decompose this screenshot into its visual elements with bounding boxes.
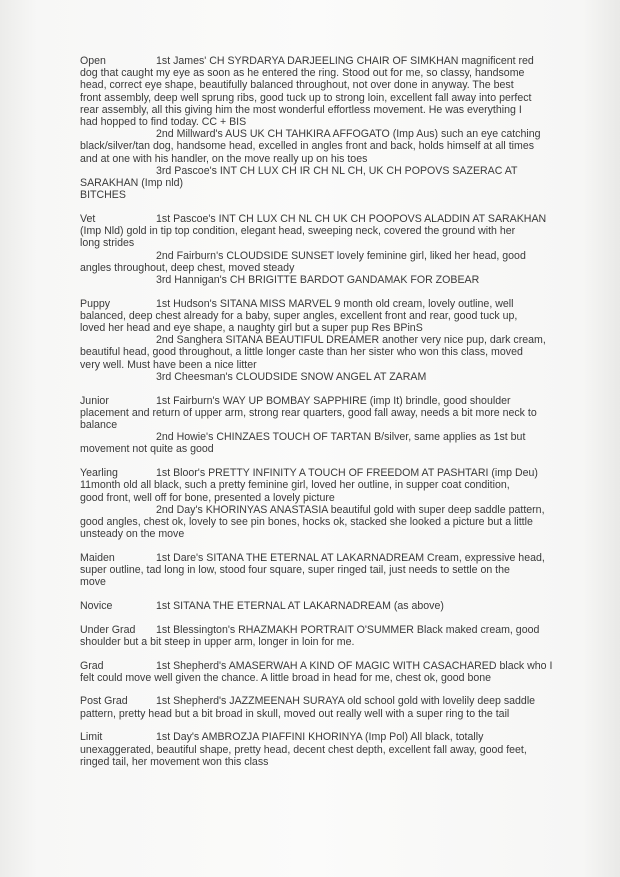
line-text: front assembly, deep well sprung ribs, good tuck up to strong loin, excellent fall away into perfect (80, 91, 532, 104)
line-text: ringed tail, her movement won this class (80, 755, 269, 768)
class-name: Limit (80, 731, 103, 744)
critique-text (80, 55, 610, 779)
text-line (80, 237, 610, 249)
line-text: pattern, pretty head but a bit broad in skull, moved out really well with a super ring to the tail (80, 707, 510, 720)
line-text: unsteady on the move (80, 528, 185, 541)
text-line (80, 443, 610, 455)
text-line (80, 564, 610, 576)
text-line (80, 624, 610, 636)
text-line (80, 636, 610, 648)
text-line (80, 695, 610, 707)
line-text: long strides (80, 237, 135, 250)
text-line (80, 371, 610, 383)
class-entry (80, 467, 610, 540)
line-text: 1st Day's AMBROZJA PIAFFINI KHORINYA (Imp Pol) All black, totally (156, 731, 484, 744)
text-line (80, 467, 610, 479)
text-line (80, 274, 610, 286)
class-name: Grad (80, 659, 104, 672)
line-text: 1st Shepherd's JAZZMEENAH SURAYA old school gold with lovelily deep saddle (156, 695, 536, 708)
line-text: 1st James' CH SYRDARYA DARJEELING CHAIR OF SIMKHAN magnificent red (156, 55, 534, 67)
text-line (80, 552, 610, 564)
line-text: placement and return of upper arm, strong rear quarters, good fall away, needs a bit more neck to (80, 406, 537, 419)
line-text: 2nd Howie's CHINZAES TOUCH OF TARTAN B/silver, same applies as 1st but (156, 431, 526, 444)
line-text: angles throughout, deep chest, moved steady (80, 261, 295, 274)
text-line (80, 492, 610, 504)
line-text: super outline, tad long in low, stood four square, super ringed tail, just needs to settle on the (80, 564, 510, 577)
line-text: good front, well off for bone, presented a lovely picture (80, 491, 335, 504)
line-text: 1st Fairburn's WAY UP BOMBAY SAPPHIRE (imp It) brindle, good shoulder (156, 394, 511, 407)
class-name: Open (80, 55, 106, 67)
line-text: 1st Dare's SITANA THE ETERNAL AT LAKARNADREAM Cream, expressive head, (156, 551, 545, 564)
class-name: Maiden (80, 551, 115, 564)
line-text: balance (80, 418, 118, 431)
class-entry (80, 600, 610, 612)
text-line (80, 528, 610, 540)
text-line (80, 731, 610, 743)
line-text: head, correct eye shape, beautifully balanced throughout, not over done in anyway. The best (80, 79, 514, 92)
class-entry (80, 213, 610, 286)
line-text: black/silver/tan dog, handsome head, excelled in angles front and back, holds himself at all times (80, 140, 535, 153)
text-line (80, 213, 610, 225)
text-line (80, 310, 610, 322)
text-line (80, 104, 610, 116)
text-line (80, 55, 610, 67)
class-entry (80, 552, 610, 589)
text-line (80, 262, 610, 274)
line-text: 2nd Sanghera SITANA BEAUTIFUL DREAMER another very nice pup, dark cream, (156, 334, 546, 347)
text-line (80, 67, 610, 79)
class-entry (80, 55, 610, 201)
class-name: Vet (80, 212, 96, 225)
class-entry (80, 298, 610, 383)
class-name: Yearling (80, 467, 118, 480)
line-text: beautiful head, good throughout, a little longer caste than her sister who won this class, moved (80, 346, 523, 359)
line-text: had hopped to find today. CC + BIS (80, 116, 247, 129)
line-text: dog that caught my eye as soon as he entered the ring. Stood out for me, so classy, handsome (80, 67, 525, 80)
text-line (80, 756, 610, 768)
text-line (80, 334, 610, 346)
line-text: balanced, deep chest already for a baby, super angles, excellent front and rear, good tuck up, (80, 309, 518, 322)
line-text: 1st Shepherd's AMASERWAH A KIND OF MAGIC WITH CASACHARED black who I (156, 659, 553, 672)
line-text: 1st Hudson's SITANA MISS MARVEL 9 month old cream, lovely outline, well (156, 297, 514, 310)
class-name: Novice (80, 599, 113, 612)
text-line (80, 479, 610, 491)
text-line (80, 395, 610, 407)
text-line (80, 419, 610, 431)
line-text: SARAKHAN (Imp nld) (80, 177, 184, 190)
text-line (80, 708, 610, 720)
line-text: BITCHES (80, 189, 126, 202)
class-entry (80, 624, 610, 648)
class-name: Post Grad (80, 695, 128, 708)
text-line (80, 298, 610, 310)
text-line (80, 576, 610, 588)
text-line (80, 600, 610, 612)
text-line (80, 431, 610, 443)
text-line (80, 177, 610, 189)
line-text: 2nd Millward's AUS UK CH TAHKIRA AFFOGATO (Imp Aus) such an eye catching (156, 128, 541, 141)
text-line (80, 225, 610, 237)
line-text: movement not quite as good (80, 443, 214, 456)
line-text: rear assembly, all this giving him the most wonderful effortless movement. He was everything I (80, 103, 522, 116)
line-text: 11month old all black, such a pretty feminine girl, loved her outline, in supper coat condition, (80, 479, 510, 492)
class-entry (80, 731, 610, 768)
text-line (80, 660, 610, 672)
text-line (80, 165, 610, 177)
class-name: Junior (80, 394, 109, 407)
text-line (80, 346, 610, 358)
line-text: good angles, chest ok, lovely to see pin bones, hocks ok, stacked she looked a picture but a little (80, 515, 533, 528)
line-text: 3rd Cheesman's CLOUDSIDE SNOW ANGEL AT ZARAM (156, 370, 427, 383)
line-text: shoulder but a bit steep in upper arm, longer in loin for me. (80, 635, 355, 648)
text-line (80, 516, 610, 528)
text-line (80, 407, 610, 419)
class-entry (80, 660, 610, 684)
text-line (80, 128, 610, 140)
line-text: felt could move well given the chance. A little broad in head for me, chest ok, good bone (80, 671, 492, 684)
text-line (80, 79, 610, 91)
class-name: Under Grad (80, 623, 136, 636)
line-text: 2nd Day's KHORINYAS ANASTASIA beautiful gold with super deep saddle pattern, (156, 503, 545, 516)
text-line (80, 153, 610, 165)
class-name: Puppy (80, 297, 111, 310)
line-text: 1st Blessington's RHAZMAKH PORTRAIT O'SUMMER Black maked cream, good (156, 623, 540, 636)
class-entry (80, 395, 610, 456)
line-text: (Imp Nld) gold in tip top condition, elegant head, sweeping neck, covered the ground with her (80, 225, 516, 238)
text-line (80, 504, 610, 516)
line-text: unexaggerated, beautiful shape, pretty head, decent chest depth, excellent fall away, good feet, (80, 743, 527, 756)
text-line (80, 359, 610, 371)
line-text: and at one with his handler, on the move really up on his toes (80, 152, 368, 165)
text-line (80, 250, 610, 262)
text-line (80, 744, 610, 756)
text-line (80, 92, 610, 104)
line-text: 3rd Pascoe's INT CH LUX CH IR CH NL CH, UK CH POPOVS SAZERAC AT (156, 164, 518, 177)
text-line (80, 140, 610, 152)
line-text: loved her head and eye shape, a naughty girl but a super pup Res BPinS (80, 322, 423, 335)
line-text: 1st SITANA THE ETERNAL AT LAKARNADREAM (as above) (156, 599, 444, 612)
text-line (80, 189, 610, 201)
line-text: 1st Bloor's PRETTY INFINITY A TOUCH OF FREEDOM AT PASHTARI (imp Deu) (156, 467, 538, 480)
text-line (80, 672, 610, 684)
line-text: move (80, 576, 106, 589)
text-line (80, 322, 610, 334)
line-text: 1st Pascoe's INT CH LUX CH NL CH UK CH POOPOVS ALADDIN AT SARAKHAN (156, 212, 547, 225)
line-text: 3rd Hannigan's CH BRIGITTE BARDOT GANDAMAK FOR ZOBEAR (156, 273, 480, 286)
line-text: very well. Must have been a nice litter (80, 358, 257, 371)
text-line (80, 116, 610, 128)
line-text: 2nd Fairburn's CLOUDSIDE SUNSET lovely feminine girl, liked her head, good (156, 249, 526, 262)
class-entry (80, 695, 610, 719)
